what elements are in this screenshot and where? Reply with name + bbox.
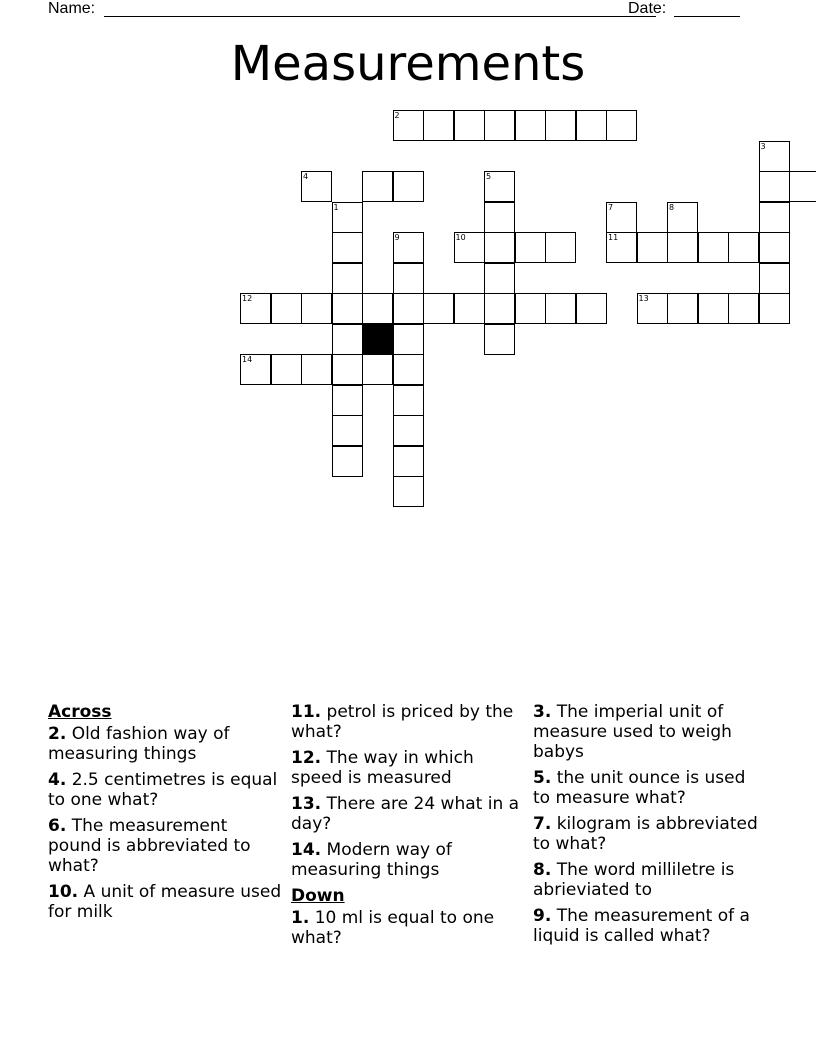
clue-number: 14 bbox=[242, 355, 253, 364]
clue-number: 12 bbox=[242, 294, 253, 303]
crossword-cell[interactable] bbox=[576, 110, 607, 141]
crossword-cell[interactable] bbox=[667, 293, 698, 324]
clue-number: 3 bbox=[760, 141, 766, 151]
down-clue-list-cont bbox=[533, 702, 767, 946]
crossword-cell[interactable] bbox=[332, 324, 363, 355]
clue-column-2 bbox=[291, 702, 525, 954]
crossword-cell[interactable] bbox=[789, 171, 816, 202]
crossword-cell[interactable] bbox=[454, 293, 485, 324]
clue bbox=[533, 702, 767, 762]
crossword-cell[interactable] bbox=[332, 354, 363, 385]
down-clue-list bbox=[291, 908, 525, 948]
name-date-header bbox=[48, 0, 748, 20]
clue-number: 1 bbox=[333, 202, 339, 212]
crossword-cell[interactable] bbox=[759, 171, 790, 202]
crossword-cell[interactable] bbox=[515, 232, 546, 263]
clue bbox=[291, 702, 525, 742]
name-line[interactable] bbox=[104, 16, 656, 17]
crossword-cell[interactable] bbox=[759, 141, 790, 172]
clue bbox=[291, 748, 525, 788]
crossword-cell[interactable] bbox=[606, 202, 637, 233]
blocked-cell bbox=[362, 324, 393, 355]
crossword-cell[interactable] bbox=[667, 202, 698, 233]
clue-number: 10 bbox=[455, 233, 466, 242]
clue-number: 7 bbox=[608, 202, 614, 212]
page-title: Measurements bbox=[230, 36, 586, 92]
clue-number-label: 5. bbox=[533, 768, 552, 788]
crossword-cell[interactable] bbox=[759, 293, 790, 324]
crossword-cell[interactable] bbox=[484, 263, 515, 294]
clue-number: 9 bbox=[394, 233, 400, 242]
clue-text: the unit ounce is used to measure what? bbox=[533, 768, 746, 808]
crossword-cell[interactable] bbox=[301, 354, 332, 385]
crossword-cell[interactable] bbox=[301, 171, 332, 202]
crossword-cell[interactable] bbox=[362, 354, 393, 385]
crossword-cell[interactable] bbox=[545, 232, 576, 263]
clue-number: 13 bbox=[638, 294, 649, 303]
crossword-cell[interactable] bbox=[728, 293, 759, 324]
crossword-cell[interactable] bbox=[484, 324, 515, 355]
clue-number-label: 12. bbox=[291, 748, 322, 768]
clue bbox=[533, 860, 767, 900]
clue-number: 2 bbox=[394, 111, 400, 120]
clue-number-label: 11. bbox=[291, 702, 322, 722]
crossword-cell[interactable] bbox=[393, 354, 424, 385]
crossword-cell[interactable] bbox=[393, 263, 424, 294]
crossword-cell[interactable] bbox=[332, 263, 363, 294]
clue-text: The measurement of a liquid is called what? bbox=[533, 906, 750, 946]
crossword-cell[interactable] bbox=[759, 202, 790, 233]
clue bbox=[48, 816, 282, 876]
clue-text: Modern way of measuring things bbox=[291, 840, 452, 880]
crossword-cell[interactable] bbox=[271, 293, 302, 324]
crossword-cell[interactable] bbox=[637, 232, 668, 263]
crossword-cell[interactable] bbox=[606, 232, 637, 263]
crossword-cell[interactable] bbox=[423, 110, 454, 141]
crossword-cell[interactable] bbox=[667, 232, 698, 263]
crossword-cell[interactable] bbox=[515, 293, 546, 324]
clue-text: There are 24 what in a day? bbox=[291, 794, 520, 834]
clue-number-label: 10. bbox=[48, 882, 79, 902]
crossword-cell[interactable] bbox=[393, 232, 424, 263]
crossword-cell[interactable] bbox=[393, 446, 424, 477]
crossword-cell[interactable] bbox=[545, 293, 576, 324]
clue-number-label: 7. bbox=[533, 814, 552, 834]
clue-number-label: 6. bbox=[48, 816, 67, 836]
clue-text: 2.5 centimetres is equal to one what? bbox=[48, 770, 278, 810]
crossword-cell[interactable] bbox=[332, 415, 363, 446]
clue-text: petrol is priced by the what? bbox=[291, 702, 514, 742]
crossword-cell[interactable] bbox=[332, 293, 363, 324]
clue-text: A unit of measure used for milk bbox=[48, 882, 282, 922]
crossword-cell[interactable] bbox=[332, 446, 363, 477]
crossword-cell[interactable] bbox=[332, 385, 363, 416]
crossword-cell[interactable] bbox=[393, 324, 424, 355]
across-clue-list-cont bbox=[291, 702, 525, 880]
clue-number: 4 bbox=[303, 172, 309, 181]
crossword-cell[interactable] bbox=[454, 232, 485, 263]
crossword-cell[interactable] bbox=[484, 293, 515, 324]
crossword-cell[interactable] bbox=[362, 293, 393, 324]
across-clue-list bbox=[48, 724, 282, 922]
crossword-cell[interactable] bbox=[362, 171, 393, 202]
crossword-cell[interactable] bbox=[515, 110, 546, 141]
crossword-cell[interactable] bbox=[606, 110, 637, 141]
crossword-cell[interactable] bbox=[393, 415, 424, 446]
crossword-cell[interactable] bbox=[545, 110, 576, 141]
clue-number-label: 1. bbox=[291, 908, 310, 928]
crossword-cell[interactable] bbox=[484, 110, 515, 141]
crossword-cell[interactable] bbox=[332, 202, 363, 233]
crossword-cell[interactable] bbox=[393, 110, 424, 141]
clue bbox=[291, 840, 525, 880]
clue bbox=[291, 908, 525, 948]
crossword-cell[interactable] bbox=[240, 293, 271, 324]
clue bbox=[533, 906, 767, 946]
clue bbox=[533, 814, 767, 854]
clue-number: 11 bbox=[608, 233, 619, 242]
clue-text: The way in which speed is measured bbox=[291, 748, 474, 788]
crossword-cell[interactable] bbox=[637, 293, 668, 324]
crossword-cell[interactable] bbox=[698, 293, 729, 324]
across-heading: Across bbox=[48, 702, 112, 722]
crossword-cell[interactable] bbox=[728, 232, 759, 263]
crossword-cell[interactable] bbox=[698, 232, 729, 263]
clue-number-label: 13. bbox=[291, 794, 322, 814]
clue-column-1 bbox=[48, 702, 282, 928]
crossword-cell[interactable] bbox=[393, 171, 424, 202]
clue-text: Old fashion way of measuring things bbox=[48, 724, 230, 764]
clue bbox=[533, 768, 767, 808]
name-label: Name: bbox=[48, 0, 96, 17]
crossword-cell[interactable] bbox=[576, 293, 607, 324]
date-label: Date: bbox=[628, 0, 667, 17]
clue-number-label: 14. bbox=[291, 840, 322, 860]
clue-text: The word milliletre is abrieviated to bbox=[533, 860, 735, 900]
date-line[interactable] bbox=[674, 16, 740, 17]
crossword-cell[interactable] bbox=[484, 232, 515, 263]
clue-text: The measurement pound is abbreviated to what? bbox=[48, 816, 251, 876]
clue-number: 5 bbox=[486, 172, 492, 181]
crossword-cell[interactable] bbox=[759, 232, 790, 263]
crossword-cell[interactable] bbox=[484, 171, 515, 202]
clue-number-label: 8. bbox=[533, 860, 552, 880]
down-heading: Down bbox=[291, 886, 345, 906]
clue-number-label: 2. bbox=[48, 724, 67, 744]
clue-text: kilogram is abbreviated to what? bbox=[533, 814, 758, 854]
clue-text: 10 ml is equal to one what? bbox=[291, 908, 495, 948]
crossword-cell[interactable] bbox=[393, 293, 424, 324]
crossword-cell[interactable] bbox=[271, 354, 302, 385]
crossword-cell[interactable] bbox=[301, 293, 332, 324]
crossword-cell[interactable] bbox=[423, 293, 454, 324]
crossword-cell[interactable] bbox=[393, 385, 424, 416]
crossword-cell[interactable] bbox=[332, 232, 363, 263]
crossword-cell[interactable] bbox=[484, 202, 515, 233]
crossword-cell[interactable] bbox=[759, 263, 790, 294]
clue-number: 8 bbox=[669, 202, 675, 212]
clue bbox=[48, 724, 282, 764]
clue-text: The imperial unit of measure used to weigh babys bbox=[533, 702, 732, 762]
clue-number-label: 3. bbox=[533, 702, 552, 722]
clue-column-3 bbox=[533, 702, 767, 952]
clue-number-label: 9. bbox=[533, 906, 552, 926]
clue bbox=[291, 794, 525, 834]
crossword-cell[interactable] bbox=[393, 476, 424, 507]
clue-number-label: 4. bbox=[48, 770, 67, 790]
crossword-cell[interactable] bbox=[240, 354, 271, 385]
clue bbox=[48, 882, 282, 922]
clue bbox=[48, 770, 282, 810]
crossword-cell[interactable] bbox=[454, 110, 485, 141]
